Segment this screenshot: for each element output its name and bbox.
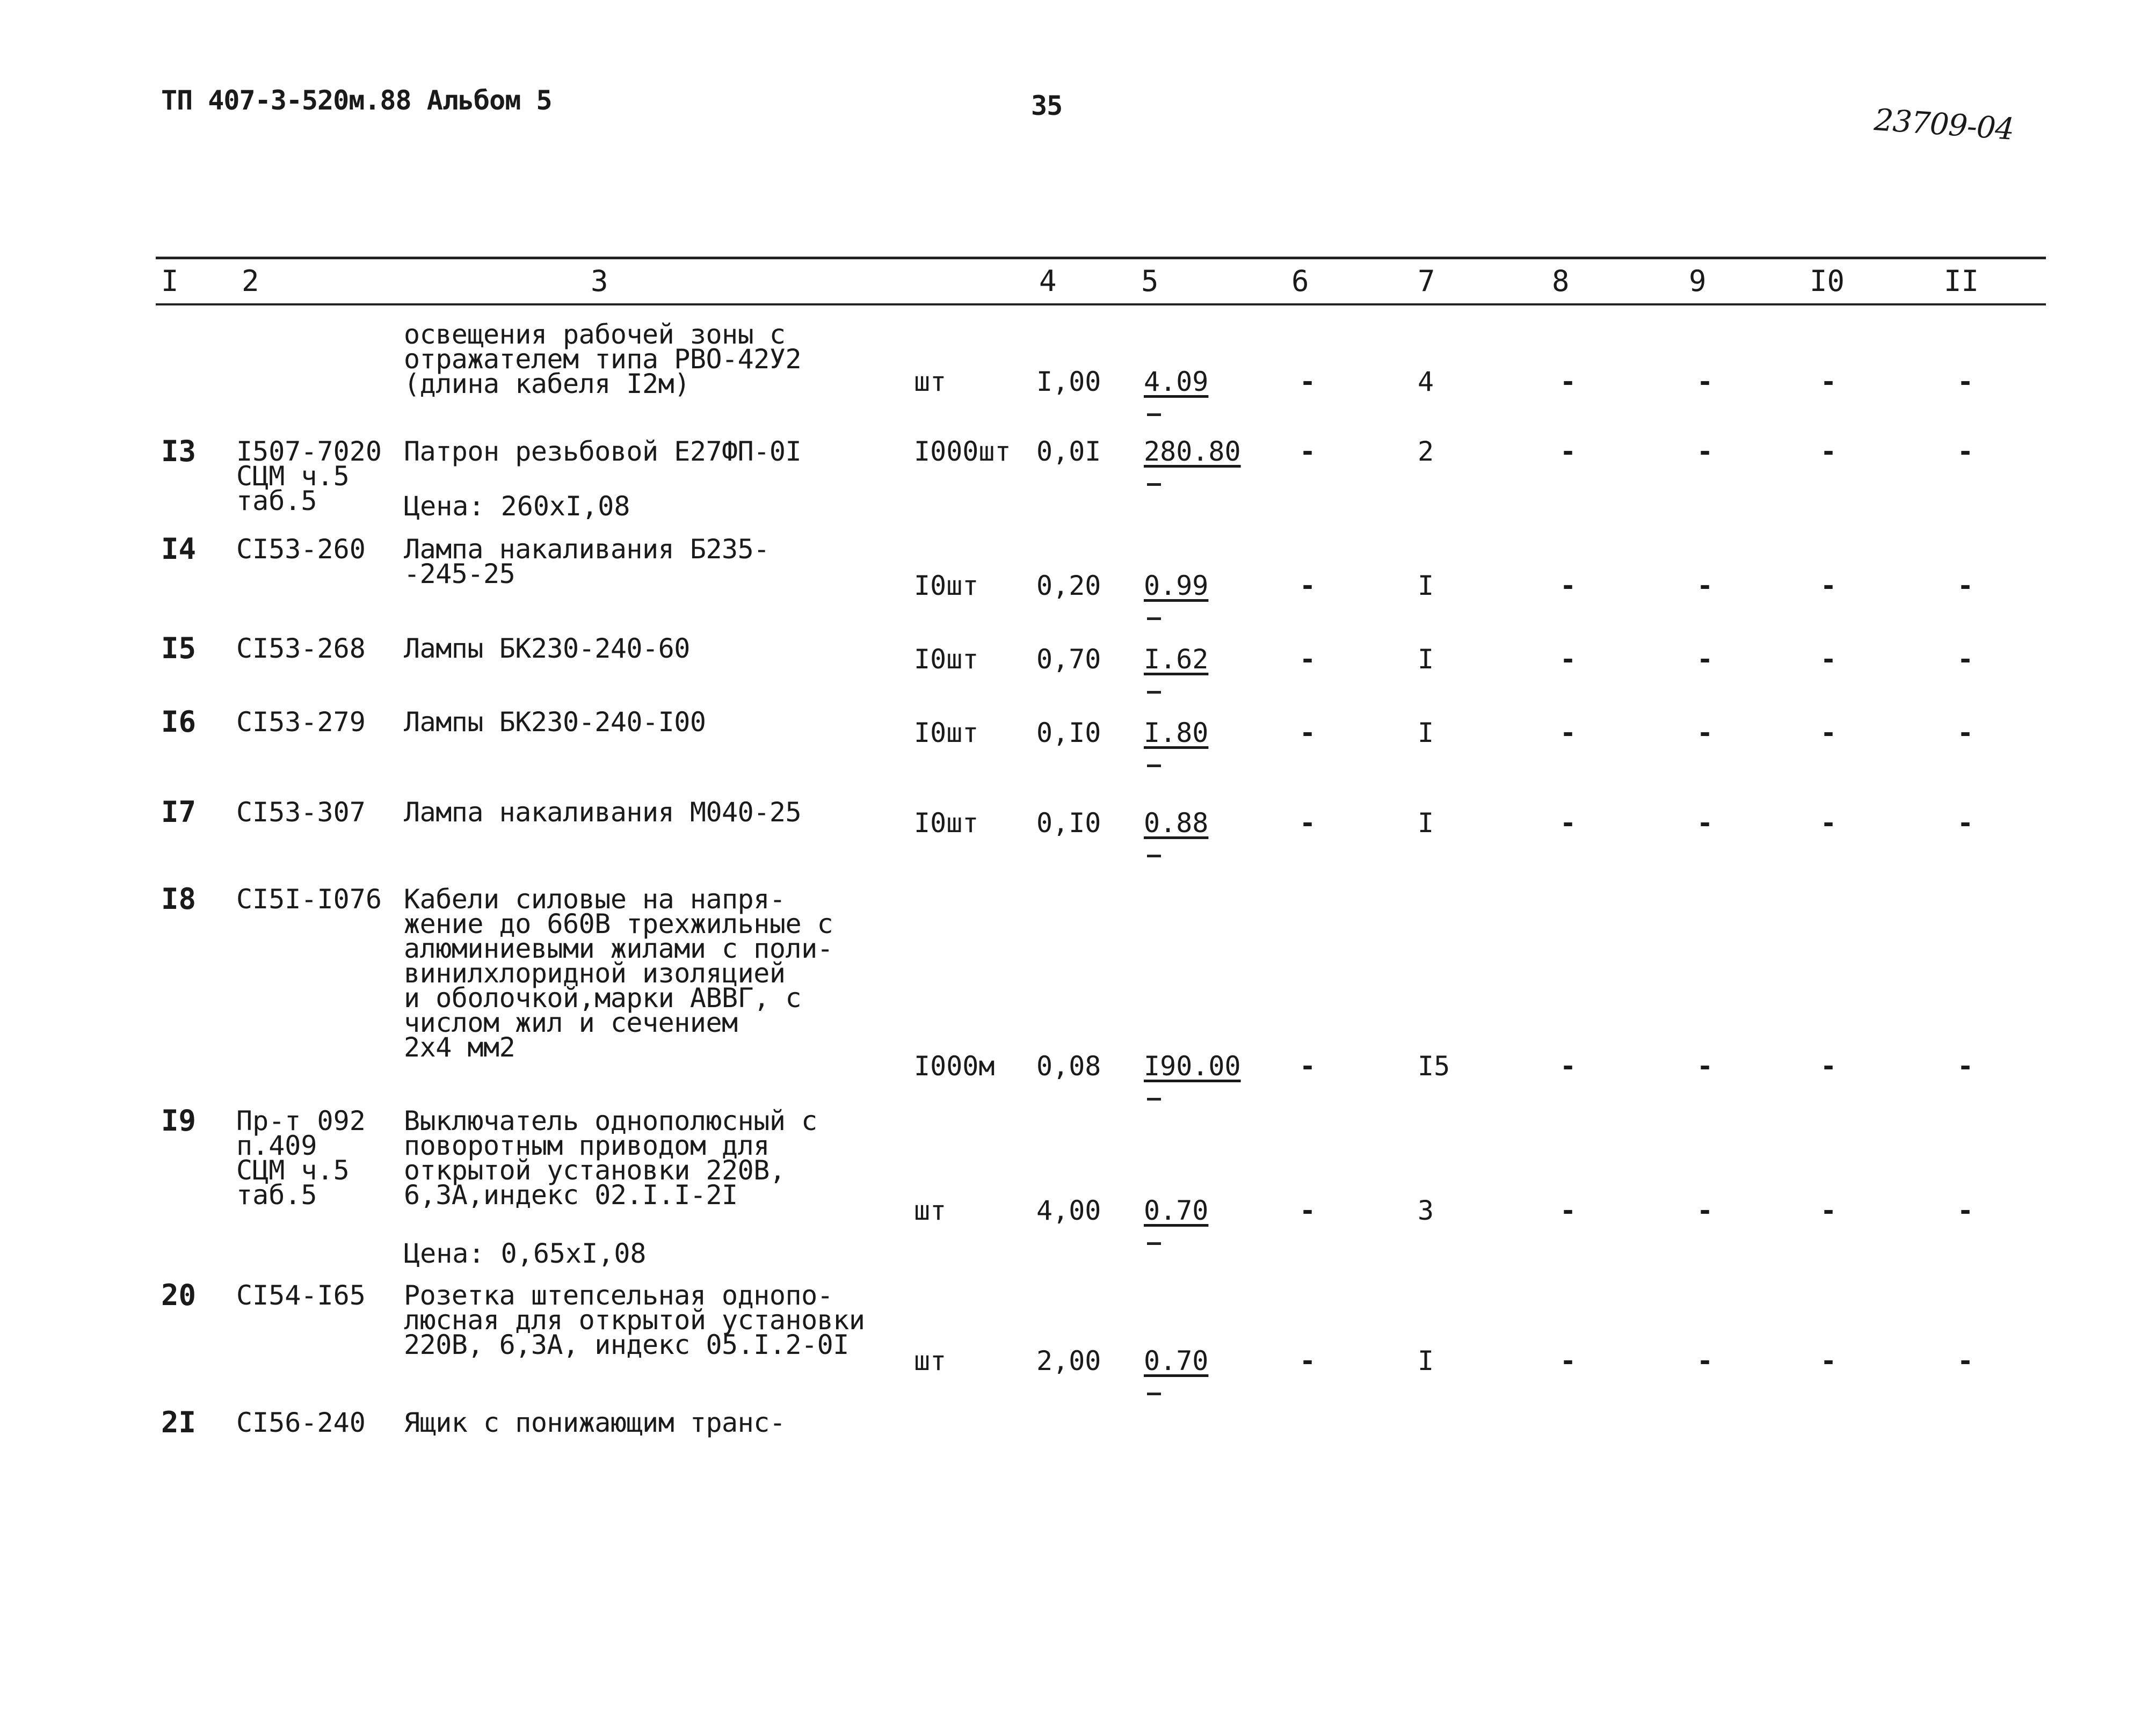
column-header: I — [161, 264, 179, 298]
row-number: I9 — [161, 1104, 197, 1138]
column-header: I0 — [1810, 264, 1845, 298]
row-description: освещения рабочей зоны с отражателем типа РВО-42У2 (длина кабеля I2м) — [404, 319, 802, 399]
row-col-8: - — [1560, 1051, 1577, 1082]
row-unit: шт — [914, 1195, 947, 1226]
row-col-6: - — [1300, 717, 1316, 748]
row-quantity: 2,00 — [1036, 1345, 1101, 1376]
row-price: 4.09 — [1144, 366, 1209, 397]
row-reference: I507-7020 СЦМ ч.5 таб.5 — [236, 436, 382, 516]
row-col-8: - — [1560, 570, 1577, 601]
row-number: I5 — [161, 631, 197, 665]
table-top-rule — [156, 257, 2046, 259]
row-col-11: - — [1957, 570, 1974, 601]
row-unit: I0шт — [914, 807, 979, 839]
row-col-9: - — [1697, 436, 1714, 467]
row-price-note: Цена: 260хI,08 — [404, 491, 630, 522]
row-price: 0.99 — [1144, 570, 1209, 601]
row-col-11: - — [1957, 1345, 1974, 1376]
row-reference: CI53-279 — [236, 706, 366, 738]
column-header: II — [1944, 264, 1979, 298]
row-reference: CI53-260 — [236, 534, 366, 565]
row-col-9: - — [1697, 807, 1714, 839]
row-col-9: - — [1697, 366, 1714, 397]
row-col-6: - — [1300, 807, 1316, 839]
row-reference: Пр-т 092 п.409 СЦМ ч.5 таб.5 — [236, 1105, 366, 1211]
row-col-9: - — [1697, 570, 1714, 601]
row-col-7: 4 — [1418, 366, 1434, 397]
row-quantity: 0,70 — [1036, 644, 1101, 675]
row-col-9: - — [1697, 1195, 1714, 1226]
row-unit: I000м — [914, 1051, 995, 1082]
row-quantity: 4,00 — [1036, 1195, 1101, 1226]
row-quantity: 0,I0 — [1036, 807, 1101, 839]
row-quantity: 0,0I — [1036, 436, 1101, 467]
row-quantity: 0,08 — [1036, 1051, 1101, 1082]
row-col-6: - — [1300, 366, 1316, 397]
row-description: Лампы БК230-240-60 — [404, 633, 690, 664]
row-number: I4 — [161, 532, 197, 566]
row-col-7: I — [1418, 1345, 1434, 1376]
row-col-8: - — [1560, 807, 1577, 839]
row-col-8: - — [1560, 366, 1577, 397]
row-unit: I0шт — [914, 717, 979, 748]
row-col-11: - — [1957, 1051, 1974, 1082]
row-price: I90.00 — [1144, 1051, 1241, 1082]
column-header: 5 — [1141, 264, 1159, 298]
row-col-6: - — [1300, 1345, 1316, 1376]
row-col-10: - — [1820, 570, 1837, 601]
row-col-11: - — [1957, 366, 1974, 397]
row-reference: CI54-I65 — [236, 1280, 366, 1311]
row-description: Ящик с понижающим транс- — [404, 1407, 786, 1438]
row-reference: CI56-240 — [236, 1407, 366, 1438]
row-col-10: - — [1820, 1195, 1837, 1226]
row-col-11: - — [1957, 644, 1974, 675]
row-price: I.62 — [1144, 644, 1209, 675]
row-col-7: I — [1418, 807, 1434, 839]
row-description: Лампы БК230-240-I00 — [404, 706, 706, 738]
row-unit: шт — [914, 1345, 947, 1376]
row-col-10: - — [1820, 1051, 1837, 1082]
row-description: Выключатель однополюсный с поворотным приводом для открытой установки 220В, 6,3А,индекс 02.I.I-2I — [404, 1105, 817, 1211]
column-header: 9 — [1689, 264, 1707, 298]
column-header: 7 — [1418, 264, 1435, 298]
row-quantity: 0,I0 — [1036, 717, 1101, 748]
row-col-7: I — [1418, 717, 1434, 748]
row-description: Патрон резьбовой Е27ФП-0I — [404, 436, 802, 467]
row-col-6: - — [1300, 436, 1316, 467]
row-col-6: - — [1300, 1195, 1316, 1226]
row-reference: CI53-307 — [236, 797, 366, 828]
row-col-9: - — [1697, 644, 1714, 675]
row-col-6: - — [1300, 644, 1316, 675]
row-col-11: - — [1957, 1195, 1974, 1226]
row-quantity: I,00 — [1036, 366, 1101, 397]
column-header: 2 — [242, 264, 259, 298]
row-price: 280.80 — [1144, 436, 1241, 467]
row-col-8: - — [1560, 644, 1577, 675]
row-col-10: - — [1820, 807, 1837, 839]
row-col-9: - — [1697, 717, 1714, 748]
row-quantity: 0,20 — [1036, 570, 1101, 601]
row-number: I6 — [161, 705, 197, 739]
handwritten-stamp: 23709-04 — [1873, 102, 2015, 148]
row-price: 0.88 — [1144, 807, 1209, 839]
row-col-7: I — [1418, 570, 1434, 601]
row-col-10: - — [1820, 1345, 1837, 1376]
row-unit: I0шт — [914, 644, 979, 675]
row-description: Кабели силовые на напря- жение до 660В трехжильные с алюминиевыми жилами с поли- винилхлоридной изоляцией и оболочкой,марки АВВГ, с числом жил и сечением 2х4 мм2 — [404, 884, 833, 1063]
row-unit: I0шт — [914, 570, 979, 601]
column-header: 8 — [1552, 264, 1570, 298]
column-header: 6 — [1291, 264, 1309, 298]
column-header: 3 — [591, 264, 608, 298]
row-number: I3 — [161, 434, 197, 468]
row-number: 2I — [161, 1405, 197, 1439]
row-price: 0.70 — [1144, 1195, 1209, 1226]
row-price-note: Цена: 0,65хI,08 — [404, 1238, 647, 1269]
row-col-10: - — [1820, 644, 1837, 675]
row-unit: шт — [914, 366, 947, 397]
row-col-9: - — [1697, 1051, 1714, 1082]
row-col-7: I5 — [1418, 1051, 1450, 1082]
row-col-11: - — [1957, 807, 1974, 839]
row-col-11: - — [1957, 717, 1974, 748]
row-col-8: - — [1560, 717, 1577, 748]
row-price: 0.70 — [1144, 1345, 1209, 1376]
row-col-8: - — [1560, 1195, 1577, 1226]
row-col-9: - — [1697, 1345, 1714, 1376]
row-col-7: I — [1418, 644, 1434, 675]
row-number: 20 — [161, 1278, 197, 1312]
row-price: I.80 — [1144, 717, 1209, 748]
row-number: I7 — [161, 795, 197, 829]
table-header-rule — [156, 303, 2046, 305]
row-col-6: - — [1300, 570, 1316, 601]
row-unit: I000шт — [914, 436, 1011, 467]
row-description: Лампа накаливания Б235- -245-25 — [404, 534, 770, 589]
row-col-10: - — [1820, 366, 1837, 397]
row-col-10: - — [1820, 717, 1837, 748]
row-reference: CI53-268 — [236, 633, 366, 664]
row-col-10: - — [1820, 436, 1837, 467]
column-header: 4 — [1039, 264, 1057, 298]
document-code: ТП 407-3-520м.88 Альбом 5 — [161, 85, 552, 116]
row-number: I8 — [161, 882, 197, 916]
row-description: Розетка штепсельная однопо- люсная для открытой установки 220В, 6,3А, индекс 05.I.2-0I — [404, 1280, 865, 1360]
row-col-8: - — [1560, 436, 1577, 467]
row-col-8: - — [1560, 1345, 1577, 1376]
row-col-6: - — [1300, 1051, 1316, 1082]
row-col-11: - — [1957, 436, 1974, 467]
row-reference: CI5I-I076 — [236, 884, 382, 915]
page-number: 35 — [1031, 90, 1063, 121]
row-col-7: 3 — [1418, 1195, 1434, 1226]
row-description: Лампа накаливания М040-25 — [404, 797, 802, 828]
row-col-7: 2 — [1418, 436, 1434, 467]
